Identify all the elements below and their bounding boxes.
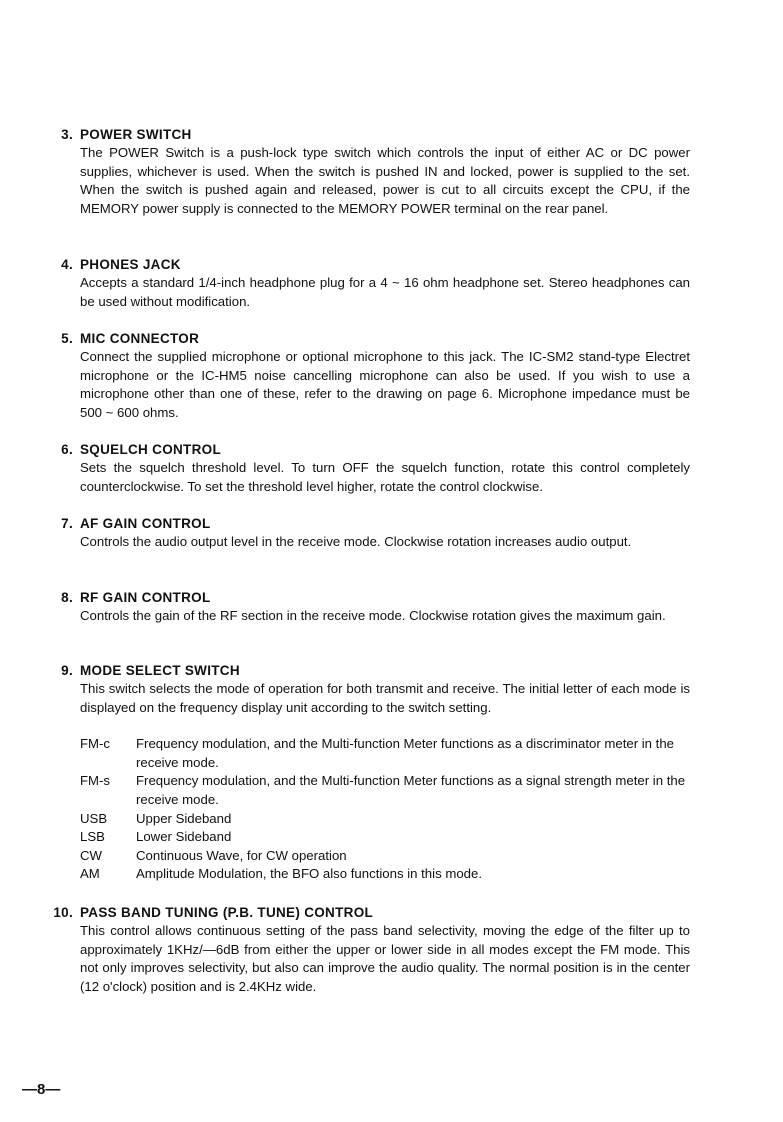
section-number: 5.: [61, 331, 73, 346]
section-body: Controls the gain of the RF section in the receive mode. Clockwise rotation gives the maximum gain.: [80, 608, 666, 623]
section-heading: [61, 515, 690, 533]
section-number: 9.: [61, 663, 73, 678]
mode-code: USB: [80, 810, 108, 826]
section-heading: [61, 589, 690, 607]
section-pass-band-tuning: [53, 904, 690, 996]
section-heading: [61, 441, 690, 459]
mode-description: Frequency modulation, and the Multi-function Meter functions as a signal strength meter in the receive mode.: [136, 773, 686, 807]
section-heading: [61, 330, 690, 348]
section-phones-jack: [61, 256, 690, 311]
mode-row: [80, 810, 690, 829]
section-squelch-control: [61, 441, 690, 496]
mode-row: [80, 865, 690, 884]
section-mic-connector: [61, 330, 690, 422]
section-body: Accepts a standard 1/4-inch headphone plug for a 4 ~ 16 ohm headphone set. Stereo headphones can be used without modification.: [80, 275, 690, 309]
section-title: POWER SWITCH: [80, 127, 192, 142]
mode-description: Frequency modulation, and the Multi-function Meter functions as a discriminator meter in the receive mode.: [136, 736, 675, 770]
mode-description: Amplitude Modulation, the BFO also functions in this mode.: [136, 866, 482, 882]
section-title: PASS BAND TUNING (P.B. TUNE) CONTROL: [80, 905, 374, 920]
section-body: The POWER Switch is a push-lock type switch which controls the input of either AC or DC power supplies, whichever is used. When the switch is pushed IN and locked, power is supplied to the set. When the switch is pushed again and released, power is cut to all circuits except the CPU, if the MEMORY power supply is connected to the MEMORY POWER terminal on the rear panel.: [80, 145, 690, 216]
section-number: 4.: [61, 257, 73, 272]
section-title: RF GAIN CONTROL: [80, 590, 211, 605]
mode-code: AM: [80, 866, 100, 882]
section-power-switch: [61, 126, 690, 218]
mode-row: [80, 772, 690, 809]
page-number: —8—: [22, 1081, 61, 1098]
section-heading: [61, 256, 690, 274]
section-number: 3.: [61, 127, 73, 142]
section-af-gain-control: [61, 515, 690, 552]
section-body: This control allows continuous setting of the pass band selectivity, moving the edge of the filter up to approximately 1KHz/—6dB from either the upper or lower side in all modes except the FM mode. This not only improves selectivity, but also can improve the audio quality. The normal position is in the center (12 o'clock) position and is 2.4KHz wide.: [80, 923, 690, 994]
section-heading: [53, 904, 690, 922]
section-title: PHONES JACK: [80, 257, 181, 272]
section-rf-gain-control: [61, 589, 690, 626]
section-body: Sets the squelch threshold level. To turn OFF the squelch function, rotate this control completely counterclockwise. To set the threshold level higher, rotate the control clockwise.: [80, 460, 690, 494]
section-body: This switch selects the mode of operation for both transmit and receive. The initial letter of each mode is displayed on the frequency display unit according to the switch setting.: [80, 681, 690, 715]
mode-code: FM-s: [80, 773, 111, 789]
section-title: SQUELCH CONTROL: [80, 442, 221, 457]
section-body: Controls the audio output level in the receive mode. Clockwise rotation increases audio output.: [80, 534, 632, 549]
section-number: 6.: [61, 442, 73, 457]
mode-row: [80, 735, 690, 772]
mode-code: CW: [80, 847, 102, 863]
mode-description: Continuous Wave, for CW operation: [136, 847, 347, 863]
mode-code: FM-c: [80, 736, 111, 752]
mode-row: [80, 847, 690, 866]
section-heading: [61, 126, 690, 144]
mode-description: Lower Sideband: [136, 829, 232, 845]
section-title: MIC CONNECTOR: [80, 331, 200, 346]
section-number: 10.: [53, 905, 73, 920]
section-number: 7.: [61, 516, 73, 531]
section-title: MODE SELECT SWITCH: [80, 663, 240, 678]
section-number: 8.: [61, 590, 73, 605]
mode-row: [80, 828, 690, 847]
mode-list: [80, 735, 690, 884]
mode-code: LSB: [80, 829, 105, 845]
section-title: AF GAIN CONTROL: [80, 516, 211, 531]
section-mode-select-switch: [61, 662, 690, 884]
section-body: Connect the supplied microphone or optional microphone to this jack. The IC-SM2 stand-type Electret microphone or the IC-HM5 noise cancelling microphone can also be used. If you wish to use a microphone other than one of these, refer to the drawing on page 6. Microphone impedance must be 500 ~ 600 ohms.: [80, 349, 690, 420]
section-heading: [61, 662, 690, 680]
mode-description: Upper Sideband: [136, 810, 232, 826]
